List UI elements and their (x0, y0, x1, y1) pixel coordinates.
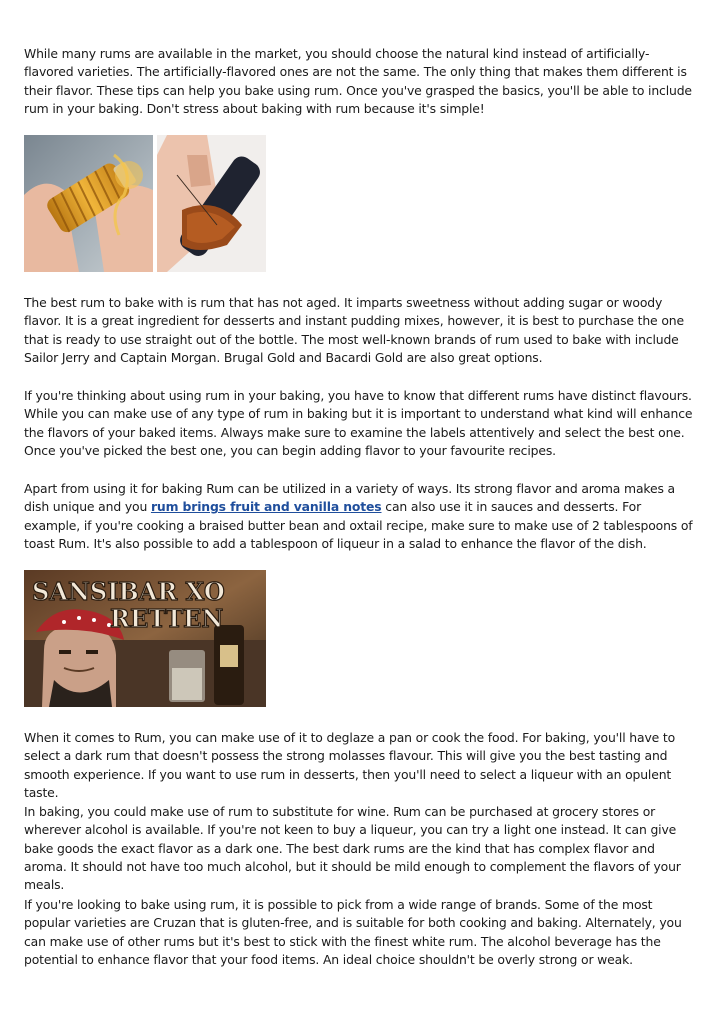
thumbnail-title-line2: RETTEN (110, 604, 224, 633)
thumbnail-title-line1: SANSIBAR XO (32, 577, 225, 606)
rum-notes-link[interactable]: rum brings fruit and vanilla notes (150, 499, 382, 515)
caramel-cone-photo (24, 135, 153, 272)
paragraph-other-uses (24, 480, 698, 553)
paragraph-best-rum: The best rum to bake with is rum that has not aged. It imparts sweetness without adding sugar or woody flavor. It is a great ingredient for desserts and instant pudding mixes, however, it is best to purchase the one that is ready to use straight out of the bottle. The most well-known brands of rum used to bake with include Sailor Jerry and Captain Morgan. Brugal Gold and Bacardi Gold are also great options. (24, 295, 684, 365)
paragraph-deglaze: When it comes to Rum, you can make use of it to deglaze a pan or cook the food. For baking, you'll have to select a dark rum that doesn't possess the strong molasses flavour. This will give you the best tasting and smooth experience. If you want to use rum in desserts, then you'll need to select a liqueur with an opulent taste. (24, 730, 676, 800)
paragraph-distinct-flavours: If you're thinking about using rum in your baking, you have to know that different rums have distinct flavours. While you can make use of any type of rum in baking but it is important to understand what kind will enhance the flavors of your baked items. Always make sure to examine the labels attentively and select the best one. Once you've picked the best one, you can begin adding flavor to your favourite recipes. (24, 388, 693, 458)
paragraph-intro: While many rums are available in the market, you should choose the natural kind instead of artificially-flavored varieties. The artificially-flavored ones are not the same. The only thing that makes them different is their flavor. These tips can help you bake using rum. Once you've grasped the basics, you'll be able to include rum in your baking. Don't stress about baking with rum because it's simple! (24, 46, 692, 116)
paragraph-brands: If you're looking to bake using rum, it is possible to pick from a wide range of brands. Some of the most popular varieties are Cruzan that is gluten-free, and is suitable for both cooking and baking. Alternately, you can make use of other rums but it's best to stick with the finest white rum. The alcohol beverage has the potential to enhance flavor that your food items. An ideal choice shouldn't be overly strong or weak. (24, 897, 682, 967)
paragraph-text-after-link: can also use it in sauces and desserts. For example, if you're cooking a braised butter bean and oxtail recipe, make sure to make use of 2 tablespoons of toast Rum. It's also possible to add a tablespoon of liqueur in a salad to enhance the flavor of the dish. (24, 499, 693, 551)
paragraph-text-before-link: Apart from using it for baking Rum can be utilized in a variety of ways. Its strong flavor and aroma makes a dish unique and you (24, 481, 675, 515)
paragraph-substitute-wine: In baking, you could make use of rum to substitute for wine. Rum can be purchased at grocery stores or wherever alcohol is available. If you're not keen to buy a liqueur, you can try a light one instead. It can give bake goods the exact flavor as a dark one. The best dark rums are the kind that has complex flavor and aroma. It should not have too much alcohol, but it should be mild enough to complement the flavors of your meals. (24, 804, 681, 893)
video-thumbnail[interactable] (24, 570, 266, 707)
caramel-spatula-photo (157, 135, 266, 272)
